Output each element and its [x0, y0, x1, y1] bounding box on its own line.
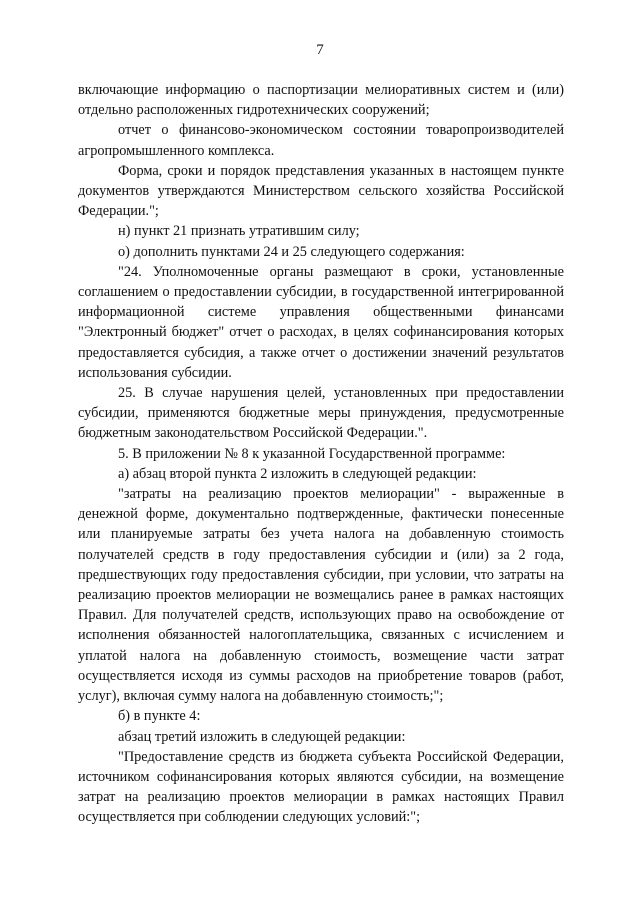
paragraph-section-5: 5. В приложении № 8 к указанной Государственной программе:: [118, 445, 506, 462]
paragraph-item-a: а) абзац второй пункта 2 изложить в следующей редакции:: [118, 465, 477, 482]
paragraph-point-25: 25. В случае нарушения целей, установленных при предоставлении субсидии, применяются бюджетные меры принуждения, предусмотренные бюджетным законодательством Российской Федерации.".: [78, 385, 564, 442]
paragraph-funding-conditions: "Предоставление средств из бюджета субъекта Российской Федерации, источником софинансирования которых являются субсидии, на возмещение затрат на реализацию проектов мелиорации в рамках настоящих Правил осуществляется при соблюдении следующих условий:";: [78, 748, 564, 826]
page-number: 7: [316, 42, 324, 58]
paragraph-item-o: о) дополнить пунктами 24 и 25 следующего содержания:: [118, 243, 465, 260]
paragraph-third-subparagraph: абзац третий изложить в следующей редакции:: [118, 728, 406, 745]
paragraph-point-24: "24. Уполномоченные органы размещают в сроки, установленные соглашением о предоставлении субсидии, в государственной интегрированной информационной системе управления общественными финансами "Электронный бюджет" отчет о расходах, в целях софинансирования которых предоставляется субсидия, а также отчет о достижении значений результатов использования субсидии.: [78, 263, 564, 381]
paragraph-financial-report: отчет о финансово-экономическом состоянии товаропроизводителей агропромышленного комплекса.: [78, 122, 564, 159]
paragraph-item-n: н) пункт 21 признать утратившим силу;: [118, 223, 360, 240]
document-body: [78, 80, 564, 828]
paragraph-costs-definition: "затраты на реализацию проектов мелиорации" - выраженные в денежной форме, документально подтвержденные, фактически понесенные или планируемые затраты без учета налога на добавленную стоимость получателей средств в году предоставления субсидии и (или) за 2 года, предшествующих году предоставления субсидии, при условии, что затраты на реализацию проектов мелиорации не возмещались ранее в рамках настоящих Правил. Для получателей средств, использующих право на освобождение от исполнения обязанностей налогоплательщика, связанных с исчислением и уплатой налога на добавленную стоимость, возмещение части затрат осуществляется исходя из суммы расходов на приобретение товаров (работ, услуг), включая сумму налога на добавленную стоимость;";: [78, 486, 564, 705]
paragraph-form-and-terms: Форма, сроки и порядок представления указанных в настоящем пункте документов утверждаются Министерством сельского хозяйства Российской Федерации.";: [78, 162, 564, 220]
paragraph-continuation: включающие информацию о паспортизации мелиоративных систем и (или) отдельно расположенных гидротехнических сооружений;: [78, 82, 564, 119]
paragraph-item-b: б) в пункте 4:: [118, 708, 201, 725]
